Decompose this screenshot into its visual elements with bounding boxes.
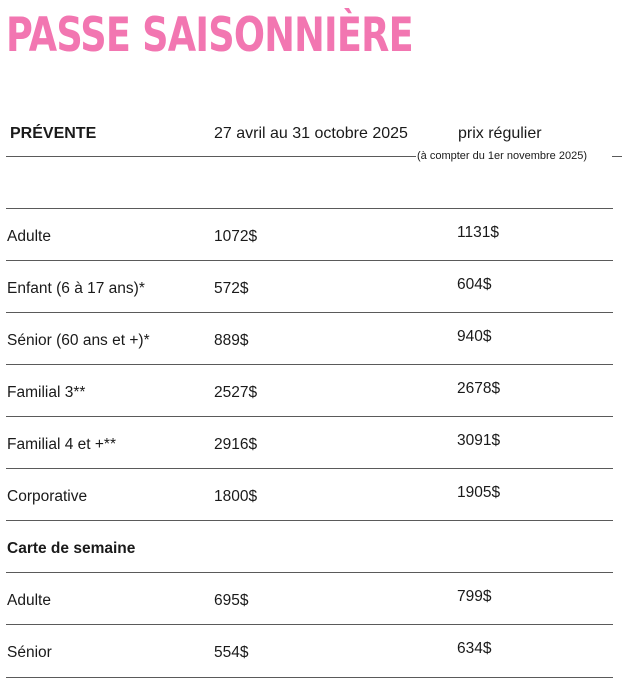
row-label: Familial 3**	[7, 384, 86, 401]
row-regular-price: 799$	[457, 588, 492, 605]
row-presale-price: 1800$	[214, 488, 258, 505]
section-label: Carte de semaine	[7, 540, 136, 557]
row-presale-price: 1072$	[214, 228, 258, 245]
table-row	[6, 208, 613, 261]
header-presale-period: 27 avril au 31 octobre 2025	[214, 125, 408, 142]
header-regular-note: (à compter du 1er novembre 2025)	[417, 150, 587, 162]
row-regular-price: 1131$	[457, 224, 499, 241]
table-row	[6, 416, 613, 469]
row-presale-price: 554$	[214, 644, 249, 661]
row-label: Familial 4 et +**	[7, 436, 116, 453]
row-regular-price: 604$	[457, 276, 492, 293]
section-row-weekly-card	[6, 520, 613, 573]
row-presale-price: 695$	[214, 592, 249, 609]
row-regular-price: 634$	[457, 640, 492, 657]
table-row	[6, 364, 613, 417]
header-divider	[6, 156, 416, 157]
row-label: Sénior (60 ans et +)*	[7, 332, 150, 349]
row-label: Corporative	[7, 488, 88, 505]
table-row	[6, 572, 613, 625]
row-label: Sénior	[7, 644, 52, 661]
page-title: PASSE SAISONNIÈRE	[6, 8, 413, 63]
header-regular-price: prix régulier	[458, 125, 542, 142]
row-presale-price: 2916$	[214, 436, 258, 453]
row-regular-price: 2678$	[457, 380, 501, 397]
header-presale-label: PRÉVENTE	[10, 125, 97, 142]
row-regular-price: 1905$	[457, 484, 501, 501]
row-label: Adulte	[7, 228, 51, 245]
row-presale-price: 2527$	[214, 384, 258, 401]
table-row	[6, 260, 613, 313]
header-divider-end	[612, 156, 622, 157]
row-regular-price: 940$	[457, 328, 492, 345]
row-presale-price: 889$	[214, 332, 249, 349]
row-presale-price: 572$	[214, 280, 249, 297]
row-label: Adulte	[7, 592, 51, 609]
row-label: Enfant (6 à 17 ans)*	[7, 280, 145, 297]
table-row	[6, 468, 613, 521]
table-row	[6, 312, 613, 365]
row-regular-price: 3091$	[457, 432, 501, 449]
table-row	[6, 624, 613, 678]
